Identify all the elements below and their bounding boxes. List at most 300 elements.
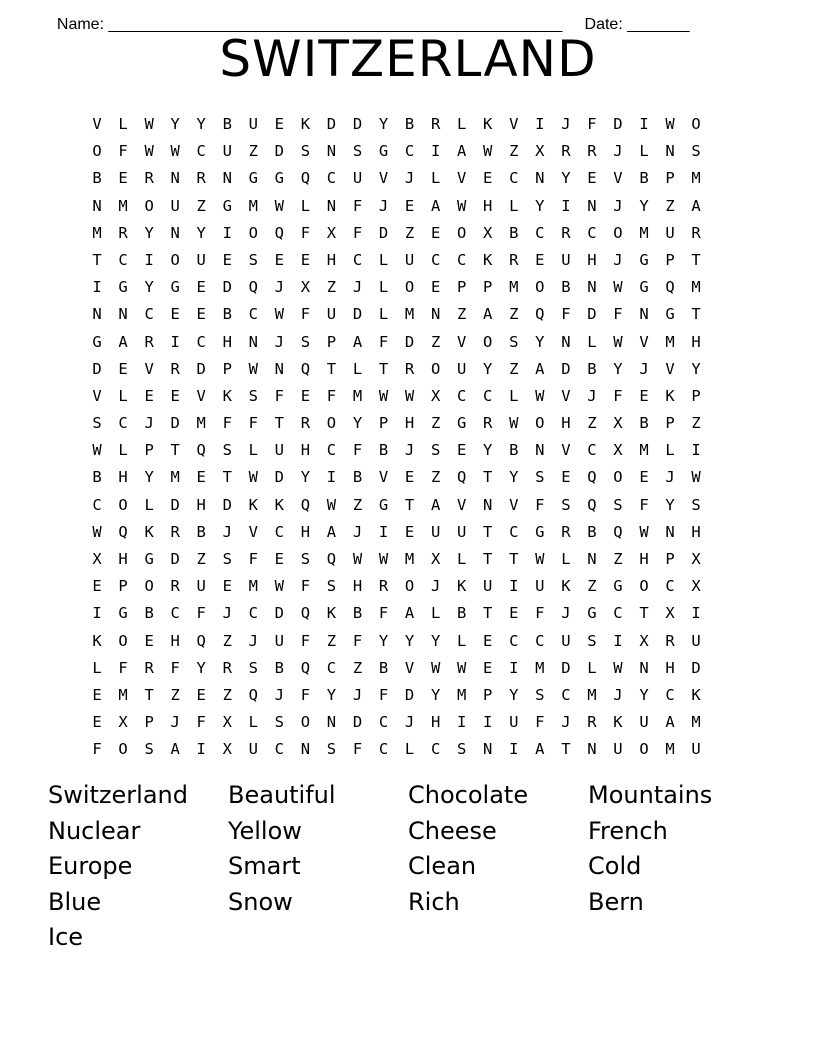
grid-letter: H <box>483 196 493 215</box>
grid-letter: D <box>352 115 363 133</box>
grid-letter: M <box>457 685 467 704</box>
grid-row <box>84 519 709 546</box>
grid-letter: J <box>404 441 415 460</box>
grid-letter: X <box>691 577 701 596</box>
grid-letter: I <box>196 740 206 759</box>
grid-letter: X <box>483 223 493 242</box>
grid-letter: Y <box>196 223 206 242</box>
grid-letter: W <box>613 658 623 677</box>
grid-letter: M <box>196 414 206 433</box>
grid-letter: M <box>248 196 258 215</box>
grid-letter: Z <box>352 495 363 514</box>
grid-letter: I <box>222 223 232 242</box>
grid-letter: R <box>509 250 519 269</box>
grid-letter: N <box>639 658 649 677</box>
grid-letter: T <box>404 495 415 514</box>
grid-letter: F <box>248 550 258 568</box>
grid-letter: B <box>196 522 206 541</box>
grid-letter: B <box>561 278 571 297</box>
grid-letter: C <box>509 631 519 650</box>
grid-row <box>84 410 709 437</box>
grid-letter: Q <box>248 685 258 704</box>
grid-letter: E <box>535 250 545 269</box>
grid-row <box>84 573 709 600</box>
grid-letter: S <box>352 142 363 161</box>
grid-letter: Z <box>587 577 597 596</box>
grid-letter: F <box>196 713 206 732</box>
grid-letter: R <box>561 522 571 541</box>
header-line <box>48 0 690 34</box>
grid-letter: K <box>691 685 701 704</box>
grid-letter: N <box>430 305 441 324</box>
grid-letter: Q <box>196 631 206 650</box>
grid-letter: K <box>300 115 311 133</box>
grid-letter: S <box>144 740 154 759</box>
grid-letter: L <box>457 115 467 133</box>
grid-letter: J <box>587 386 597 405</box>
grid-letter: R <box>483 414 493 433</box>
grid-letter: Y <box>144 278 154 297</box>
grid-letter: F <box>535 604 545 623</box>
grid-letter: V <box>378 468 389 487</box>
grid-row <box>84 274 709 301</box>
grid-letter: A <box>352 332 363 351</box>
grid-letter: X <box>665 604 675 623</box>
grid-letter: U <box>170 196 180 215</box>
grid-letter: E <box>92 577 102 596</box>
grid-letter: L <box>639 142 649 161</box>
grid-letter: T <box>92 250 102 269</box>
grid-letter: Y <box>326 685 337 704</box>
grid-letter: N <box>587 278 597 297</box>
grid-letter: U <box>535 577 545 596</box>
grid-letter: N <box>326 196 337 215</box>
grid-letter: T <box>483 468 493 487</box>
grid-letter: L <box>248 441 258 460</box>
grid-letter: Y <box>691 359 701 378</box>
grid-letter: K <box>274 495 285 514</box>
grid-letter: Z <box>170 685 180 704</box>
grid-letter: E <box>196 468 206 487</box>
grid-letter: B <box>587 522 597 541</box>
grid-letter: V <box>509 495 519 514</box>
grid-letter: F <box>170 658 180 677</box>
grid-letter: H <box>300 522 311 541</box>
grid-letter: X <box>613 441 623 460</box>
grid-letter: I <box>430 142 441 161</box>
grid-letter: G <box>170 278 180 297</box>
grid-letter: T <box>509 550 519 568</box>
grid-letter: E <box>92 713 102 732</box>
grid-letter: H <box>665 658 675 677</box>
grid-letter: Y <box>509 468 519 487</box>
grid-letter: U <box>248 740 258 759</box>
grid-letter: G <box>118 278 128 297</box>
grid-letter: L <box>378 305 389 324</box>
grid-letter: U <box>509 713 519 732</box>
grid-letter: Y <box>483 441 493 460</box>
grid-letter: F <box>378 685 389 704</box>
grid-letter: D <box>222 278 232 297</box>
grid-letter: O <box>430 359 441 378</box>
grid-letter: F <box>587 115 597 133</box>
grid-letter: N <box>587 196 597 215</box>
grid-letter: G <box>665 305 675 324</box>
grid-letter: K <box>457 577 467 596</box>
grid-letter: N <box>326 713 337 732</box>
grid-letter: O <box>118 631 128 650</box>
grid-letter: Z <box>509 142 519 161</box>
grid-letter: Z <box>665 196 675 215</box>
grid-letter: S <box>300 142 311 161</box>
grid-letter: E <box>274 115 285 133</box>
grid-letter: R <box>404 359 415 378</box>
grid-letter: G <box>92 332 102 351</box>
grid-letter: C <box>274 522 285 541</box>
grid-letter: A <box>483 305 493 324</box>
grid-letter: L <box>404 740 415 759</box>
grid-letter: I <box>509 658 519 677</box>
grid-letter: Q <box>196 441 206 460</box>
grid-letter: M <box>691 278 701 297</box>
grid-letter: U <box>248 115 258 133</box>
grid-letter: I <box>92 604 102 623</box>
grid-letter: S <box>92 414 102 433</box>
grid-letter: Q <box>613 522 623 541</box>
grid-letter: M <box>639 223 649 242</box>
grid-letter: Q <box>300 658 311 677</box>
grid-letter: Q <box>248 278 258 297</box>
grid-letter: O <box>457 223 467 242</box>
grid-letter: O <box>639 577 649 596</box>
grid-letter: S <box>248 250 258 269</box>
grid-letter: J <box>430 577 441 596</box>
grid-letter: C <box>457 250 467 269</box>
grid-letter: T <box>561 740 571 759</box>
grid-letter: D <box>613 115 623 133</box>
word-bank-item: Beautiful <box>228 781 336 809</box>
grid-letter: N <box>665 522 675 541</box>
grid-letter: G <box>274 169 285 188</box>
grid-letter: Z <box>352 658 363 677</box>
grid-letter: Y <box>613 359 623 378</box>
grid-letter: E <box>509 604 519 623</box>
grid-letter: E <box>274 250 285 269</box>
grid-letter: V <box>561 386 571 405</box>
grid-letter: E <box>483 658 493 677</box>
grid-letter: C <box>248 305 258 324</box>
grid-letter: T <box>170 441 180 460</box>
grid-letter: G <box>378 495 389 514</box>
grid-letter: Q <box>274 223 285 242</box>
grid-row <box>84 111 709 138</box>
grid-letter: B <box>274 658 285 677</box>
grid-letter: Z <box>196 550 206 568</box>
grid-letter: C <box>170 604 180 623</box>
grid-letter: E <box>170 305 180 324</box>
grid-letter: E <box>561 468 571 487</box>
grid-letter: J <box>665 468 675 487</box>
grid-letter: C <box>613 604 623 623</box>
grid-letter: L <box>509 196 519 215</box>
grid-letter: Z <box>222 631 232 650</box>
grid-letter: W <box>326 495 337 514</box>
grid-letter: W <box>248 359 258 378</box>
word-bank-item: Blue <box>48 887 102 916</box>
grid-letter: P <box>378 414 389 433</box>
grid-letter: S <box>535 685 545 704</box>
grid-letter: M <box>509 278 519 297</box>
grid-letter: E <box>144 386 154 405</box>
grid-letter: Q <box>300 169 311 188</box>
grid-letter: N <box>170 223 180 242</box>
grid-letter: F <box>196 604 206 623</box>
grid-letter: X <box>639 631 649 650</box>
grid-letter: E <box>118 169 128 188</box>
grid-letter: D <box>274 468 285 487</box>
grid-letter: C <box>665 577 675 596</box>
grid-letter: H <box>691 332 701 351</box>
grid-letter: X <box>92 550 102 568</box>
grid-letter: X <box>430 386 441 405</box>
grid-letter: B <box>509 441 519 460</box>
grid-letter: R <box>222 658 232 677</box>
grid-letter: U <box>430 522 441 541</box>
grid-letter: P <box>691 386 701 405</box>
grid-letter: E <box>196 685 206 704</box>
grid-letter: B <box>378 658 389 677</box>
grid-letter: E <box>430 223 441 242</box>
grid-letter: O <box>535 278 545 297</box>
grid-letter: L <box>561 550 571 568</box>
grid-letter: O <box>170 250 180 269</box>
grid-letter: C <box>326 169 337 188</box>
grid-letter: L <box>300 196 311 215</box>
grid-letter: B <box>509 223 519 242</box>
grid-letter: P <box>665 550 675 568</box>
grid-letter: N <box>587 550 597 568</box>
grid-letter: K <box>483 115 493 133</box>
grid-letter: O <box>483 332 493 351</box>
grid-letter: U <box>457 522 467 541</box>
grid-letter: M <box>587 685 597 704</box>
grid-letter: J <box>248 631 258 650</box>
grid-letter: S <box>300 550 311 568</box>
grid-letter: C <box>509 169 519 188</box>
word-bank-item: Rich <box>408 887 460 916</box>
grid-letter: Q <box>587 495 597 514</box>
grid-letter: V <box>404 658 415 677</box>
grid-letter: F <box>352 196 363 215</box>
word-bank-item: Nuclear <box>48 816 141 845</box>
grid-letter: I <box>457 713 467 732</box>
grid-letter: V <box>248 522 258 541</box>
grid-letter: B <box>222 115 232 133</box>
grid-letter: S <box>326 577 337 596</box>
grid-letter: W <box>92 522 102 541</box>
grid-letter: H <box>691 522 701 541</box>
grid-letter: A <box>457 142 467 161</box>
grid-letter: W <box>274 305 285 324</box>
grid-letter: E <box>222 250 232 269</box>
grid-letter: H <box>196 495 206 514</box>
grid-letter: Y <box>535 196 545 215</box>
grid-letter: G <box>378 142 389 161</box>
grid-letter: W <box>378 386 389 405</box>
grid-letter: Y <box>639 685 649 704</box>
grid-letter: P <box>144 441 154 460</box>
grid-letter: O <box>248 223 258 242</box>
grid-letter: A <box>326 522 337 541</box>
grid-letter: S <box>248 386 258 405</box>
grid-letter: N <box>665 142 675 161</box>
grid-row <box>84 329 709 356</box>
grid-letter: F <box>535 495 545 514</box>
grid-letter: O <box>92 142 102 161</box>
grid-letter: Z <box>430 332 441 351</box>
grid-letter: F <box>352 740 363 759</box>
grid-letter: E <box>196 278 206 297</box>
grid-letter: X <box>300 278 311 297</box>
grid-letter: E <box>144 631 154 650</box>
grid-letter: C <box>509 522 519 541</box>
grid-letter: Q <box>535 305 545 324</box>
grid-letter: W <box>457 196 467 215</box>
grid-letter: V <box>378 169 389 188</box>
grid-letter: X <box>222 713 232 732</box>
grid-letter: A <box>535 740 545 759</box>
grid-letter: V <box>457 495 467 514</box>
grid-letter: W <box>509 414 519 433</box>
grid-letter: Z <box>430 468 441 487</box>
grid-letter: V <box>92 386 102 405</box>
grid-letter: E <box>457 441 467 460</box>
grid-letter: F <box>92 740 102 759</box>
grid-letter: Q <box>300 359 311 378</box>
grid-letter: C <box>483 386 493 405</box>
grid-letter: G <box>118 604 128 623</box>
grid-letter: G <box>639 250 649 269</box>
grid-letter: U <box>561 250 571 269</box>
grid-letter: G <box>587 604 597 623</box>
grid-letter: T <box>483 550 493 568</box>
grid-letter: R <box>561 142 571 161</box>
grid-letter: T <box>222 468 232 487</box>
grid-letter: E <box>222 577 232 596</box>
grid-row <box>84 165 709 192</box>
grid-letter: M <box>352 386 363 405</box>
grid-letter: Q <box>665 278 675 297</box>
grid-letter: I <box>509 740 519 759</box>
grid-letter: C <box>248 604 258 623</box>
grid-letter: O <box>691 115 701 133</box>
grid-letter: M <box>170 468 180 487</box>
grid-letter: K <box>222 386 232 405</box>
grid-letter: C <box>430 740 441 759</box>
grid-letter: F <box>561 305 571 324</box>
grid-letter: X <box>326 223 337 242</box>
grid-letter: W <box>483 142 493 161</box>
grid-letter: E <box>196 305 206 324</box>
grid-letter: B <box>352 604 363 623</box>
grid-letter: C <box>535 631 545 650</box>
word-bank-item: Switzerland <box>48 781 188 809</box>
grid-letter: O <box>300 713 311 732</box>
grid-letter: S <box>561 495 571 514</box>
grid-letter: L <box>457 631 467 650</box>
grid-letter: L <box>430 169 441 188</box>
grid-letter: M <box>118 196 128 215</box>
grid-letter: F <box>300 305 311 324</box>
grid-letter: I <box>170 332 180 351</box>
grid-letter: K <box>665 386 675 405</box>
grid-letter: B <box>92 468 102 487</box>
grid-letter: R <box>665 631 675 650</box>
grid-row <box>84 301 709 328</box>
word-bank-item: Cheese <box>408 816 497 845</box>
grid-letter: U <box>326 305 337 324</box>
grid-letter: W <box>274 577 285 596</box>
grid-letter: N <box>118 305 128 324</box>
grid-letter: J <box>639 359 649 378</box>
grid-letter: D <box>561 658 571 677</box>
grid-letter: R <box>691 223 701 242</box>
grid-letter: E <box>430 278 441 297</box>
grid-letter: C <box>587 223 597 242</box>
grid-letter: S <box>691 142 701 161</box>
grid-letter: D <box>587 305 597 324</box>
grid-letter: X <box>691 550 701 568</box>
grid-letter: D <box>274 604 285 623</box>
grid-letter: I <box>691 604 701 623</box>
grid-letter: N <box>483 740 493 759</box>
grid-letter: G <box>639 278 649 297</box>
grid-letter: B <box>639 414 649 433</box>
grid-letter: A <box>404 604 415 623</box>
grid-letter: Z <box>509 305 519 324</box>
word-bank-item: Clean <box>408 852 477 880</box>
grid-letter: W <box>274 196 285 215</box>
word-bank-item: Chocolate <box>408 781 529 809</box>
grid-letter: J <box>404 713 415 732</box>
grid-letter: M <box>404 305 415 324</box>
grid-letter: H <box>326 250 337 269</box>
grid-letter: J <box>352 522 363 541</box>
grid-letter: F <box>352 223 363 242</box>
grid-letter: D <box>170 550 180 568</box>
grid-letter: J <box>222 522 232 541</box>
grid-letter: J <box>274 278 285 297</box>
grid-letter: Y <box>196 115 206 133</box>
grid-letter: L <box>118 386 128 405</box>
grid-letter: G <box>248 169 258 188</box>
grid-letter: Z <box>457 305 467 324</box>
grid-letter: P <box>483 278 493 297</box>
grid-letter: V <box>665 359 675 378</box>
grid-row <box>84 247 709 274</box>
grid-letter: V <box>613 169 623 188</box>
grid-letter: Z <box>326 631 337 650</box>
grid-row <box>84 628 709 655</box>
grid-letter: C <box>118 250 128 269</box>
grid-letter: M <box>118 685 128 704</box>
grid-letter: V <box>509 115 519 133</box>
grid-letter: H <box>300 441 311 460</box>
grid-letter: X <box>118 713 128 732</box>
page-title: SWITZERLAND <box>219 30 597 88</box>
grid-letter: O <box>404 278 415 297</box>
grid-letter: O <box>535 414 545 433</box>
